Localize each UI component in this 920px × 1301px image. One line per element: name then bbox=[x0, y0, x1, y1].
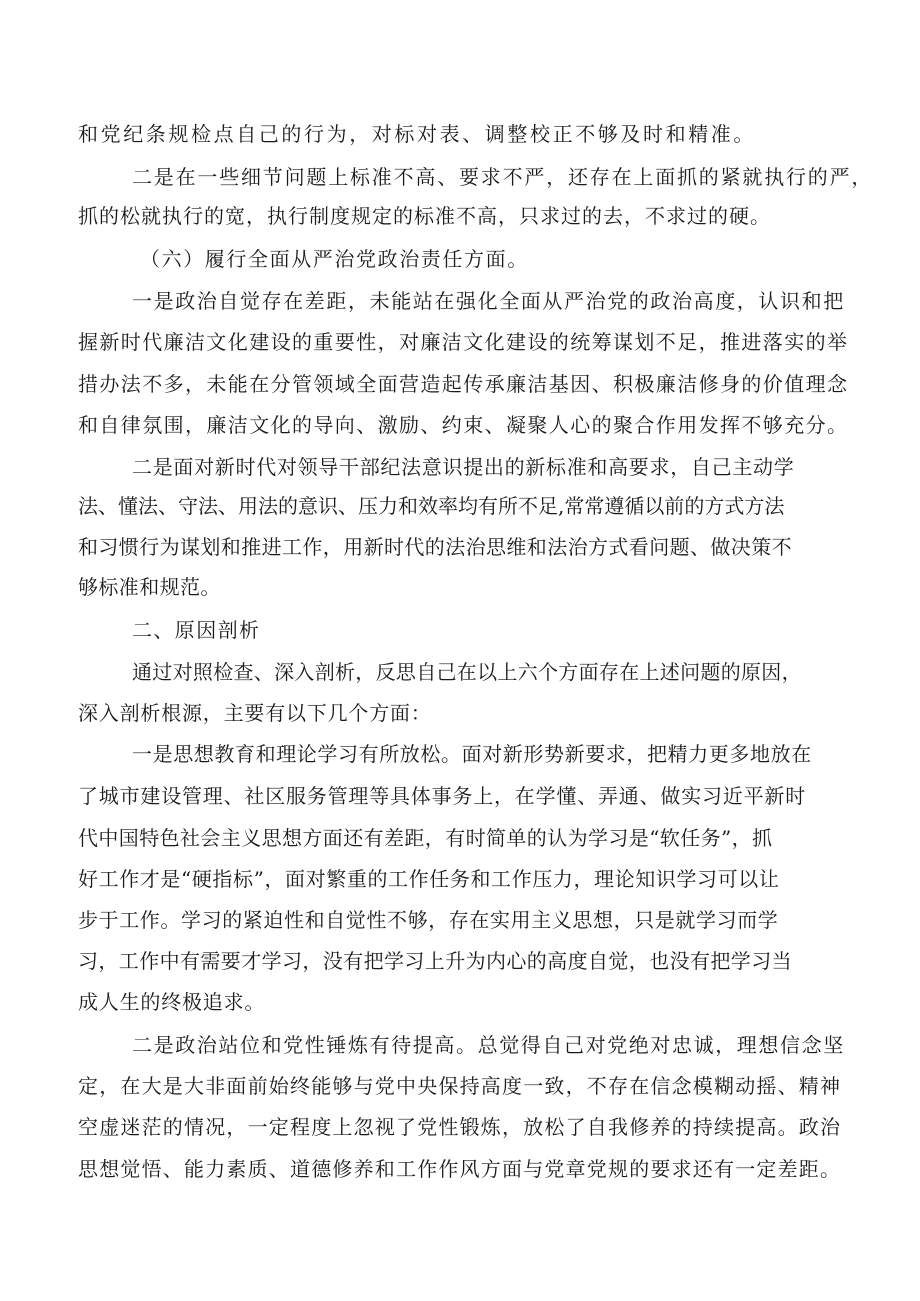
paragraph-5-line-1: 通过对照检查、深入剖析，反思自己在以上六个方面存在上述问题的原因， bbox=[132, 660, 802, 684]
paragraph-7-line-1: 二是政治站位和党性锤炼有待提高。总觉得自己对党绝对忠诚，理想信念坚 bbox=[132, 1033, 845, 1057]
paragraph-4-line-2: 法、懂法、守法、用法的意识、压力和效率均有所不足,常常遵循以前的方式方法 bbox=[78, 494, 785, 518]
paragraph-3-line-3: 措办法不多，未能在分管领域全面营造起传承廉洁基因、积极廉洁修身的价值理念 bbox=[78, 372, 849, 396]
paragraph-4-line-3: 和习惯行为谋划和推进工作，用新时代的法治思维和法治方式看问题、做决策不 bbox=[78, 535, 792, 559]
paragraph-3-line-4: 和自律氛围，廉洁文化的导向、激励、约束、凝聚人心的聚合作用发挥不够充分。 bbox=[78, 413, 849, 437]
paragraph-6-line-6: 习，工作中有需要才学习，没有把学习上升为内心的高度自觉，也没有把学习当 bbox=[78, 949, 792, 973]
paragraph-2-line-1: 二是在一些细节问题上标准不高、要求不严，还存在上面抓的紧就执行的严， bbox=[132, 165, 874, 189]
paragraph-6-line-5: 步于工作。学习的紧迫性和自觉性不够，存在实用主义思想，只是就学习而学 bbox=[78, 908, 779, 932]
paragraph-6-line-1: 一是思想教育和理论学习有所放松。面对新形势新要求，把精力更多地放在 bbox=[132, 742, 812, 766]
paragraph-4-line-4: 够标准和规范。 bbox=[78, 575, 221, 599]
paragraph-4-line-1: 二是面对新时代对领导干部纪法意识提出的新标准和高要求，自己主动学 bbox=[132, 455, 795, 479]
paragraph-2-line-2: 抓的松就执行的宽，执行制度规定的标准不高，只求过的去，不求过的硬。 bbox=[78, 204, 771, 228]
paragraph-7-line-2: 定，在大是大非面前始终能够与党中央保持高度一致，不存在信念模糊动摇、精神 bbox=[78, 1074, 842, 1098]
paragraph-7-line-3: 空虚迷茫的情况，一定程度上忽视了党性锻炼，放松了自我修养的持续提高。政治 bbox=[78, 1115, 842, 1139]
paragraph-6-line-7: 成人生的终极追求。 bbox=[78, 990, 266, 1014]
paragraph-5-line-2: 深入剖析根源，主要有以下几个方面： bbox=[78, 701, 432, 725]
section-heading-2: 二、原因剖析 bbox=[132, 618, 261, 642]
paragraph-3-line-2: 握新时代廉洁文化建设的重要性，对廉洁文化建设的统筹谋划不足，推进落实的举 bbox=[78, 330, 849, 354]
paragraph-6-line-4: 好工作才是“硬指标”，面对繁重的工作任务和工作压力，理论知识学习可以让 bbox=[78, 867, 780, 891]
paragraph-6-line-2: 了城市建设管理、社区服务管理等具体事务上，在学懂、弄通、做实习近平新时 bbox=[78, 784, 806, 808]
paragraph-1-line-1: 和党纪条规检点自己的行为，对标对表、调整校正不够及时和精准。 bbox=[78, 122, 756, 146]
section-heading-6: （六）履行全面从严治党政治责任方面。 bbox=[140, 247, 529, 271]
paragraph-7-line-4: 思想觉悟、能力素质、道德修养和工作作风方面与党章党规的要求还有一定差距。 bbox=[78, 1157, 842, 1181]
paragraph-3-line-1: 一是政治自觉存在差距，未能站在强化全面从严治党的政治高度，认识和把 bbox=[132, 289, 845, 313]
paragraph-6-line-3: 代中国特色社会主义思想方面还有差距，有时简单的认为学习是“软任务”，抓 bbox=[78, 826, 773, 850]
